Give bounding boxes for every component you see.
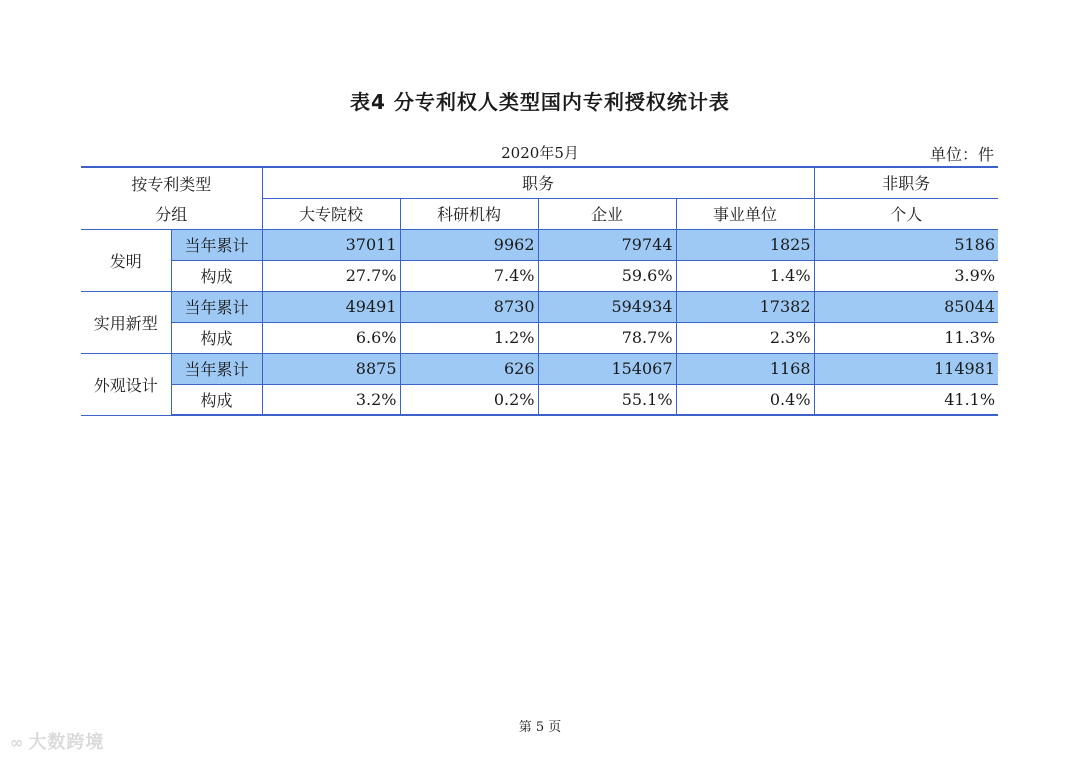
column-header: 个人 — [814, 198, 998, 229]
table-cell: 1168 — [676, 353, 814, 384]
column-header: 科研机构 — [400, 198, 538, 229]
table-cell: 1.2% — [400, 322, 538, 353]
table-row — [81, 353, 998, 384]
table-row — [81, 291, 998, 322]
table-cell: 6.6% — [262, 322, 400, 353]
table-cell: 5186 — [814, 229, 998, 260]
table-cell: 2.3% — [676, 322, 814, 353]
table-cell: 55.1% — [538, 384, 676, 415]
watermark — [10, 728, 104, 754]
infinity-logo-icon: ∞ — [10, 733, 25, 752]
report-date: 2020年5月 — [501, 144, 579, 162]
group-label: 外观设计 — [81, 353, 171, 415]
table-cell: 59.6% — [538, 260, 676, 291]
table-cell: 0.2% — [400, 384, 538, 415]
table-cell: 79744 — [538, 229, 676, 260]
group-label: 实用新型 — [81, 291, 171, 353]
table-cell: 8875 — [262, 353, 400, 384]
table-cell: 37011 — [262, 229, 400, 260]
row-label: 当年累计 — [171, 353, 262, 384]
table-cell: 41.1% — [814, 384, 998, 415]
corner-header-bottom — [81, 198, 262, 229]
row-label: 构成 — [171, 384, 262, 415]
row-label: 构成 — [171, 260, 262, 291]
table-cell: 11.3% — [814, 322, 998, 353]
table-cell: 17382 — [676, 291, 814, 322]
unit-label: 单位：件 — [929, 145, 994, 164]
watermark-text: 大数跨境 — [28, 732, 105, 753]
column-header: 企业 — [538, 198, 676, 229]
row-label: 当年累计 — [171, 229, 262, 260]
page-number: 第 5 页 — [518, 720, 562, 735]
service-header: 职务 — [262, 167, 814, 198]
table-row — [81, 322, 998, 353]
table-cell: 0.4% — [676, 384, 814, 415]
column-header: 大专院校 — [262, 198, 400, 229]
table-cell: 114981 — [814, 353, 998, 384]
table-cell: 154067 — [538, 353, 676, 384]
table-cell: 27.7% — [262, 260, 400, 291]
table-cell: 3.9% — [814, 260, 998, 291]
table-cell: 8730 — [400, 291, 538, 322]
header-row-1 — [81, 167, 998, 198]
table-cell: 1825 — [676, 229, 814, 260]
table-cell: 78.7% — [538, 322, 676, 353]
table-cell: 85044 — [814, 291, 998, 322]
table-cell: 7.4% — [400, 260, 538, 291]
table-cell: 49491 — [262, 291, 400, 322]
table-cell: 9962 — [400, 229, 538, 260]
table-row — [81, 260, 998, 291]
column-header: 事业单位 — [676, 198, 814, 229]
table-cell: 1.4% — [676, 260, 814, 291]
corner-header-top: 按专利类型 — [81, 167, 262, 198]
table-cell: 594934 — [538, 291, 676, 322]
table-row — [81, 229, 998, 260]
table-row — [81, 384, 998, 415]
patent-statistics-table — [81, 166, 998, 416]
nonservice-header: 非职务 — [814, 167, 998, 198]
group-label: 发明 — [81, 229, 171, 291]
row-label: 当年累计 — [171, 291, 262, 322]
row-label: 构成 — [171, 322, 262, 353]
corner-header-bottom-label: 分组 — [155, 204, 188, 224]
table-title: 表4 分专利权人类型国内专利授权统计表 — [350, 90, 730, 114]
table-cell: 3.2% — [262, 384, 400, 415]
header-row-2 — [81, 198, 998, 229]
table-cell: 626 — [400, 353, 538, 384]
